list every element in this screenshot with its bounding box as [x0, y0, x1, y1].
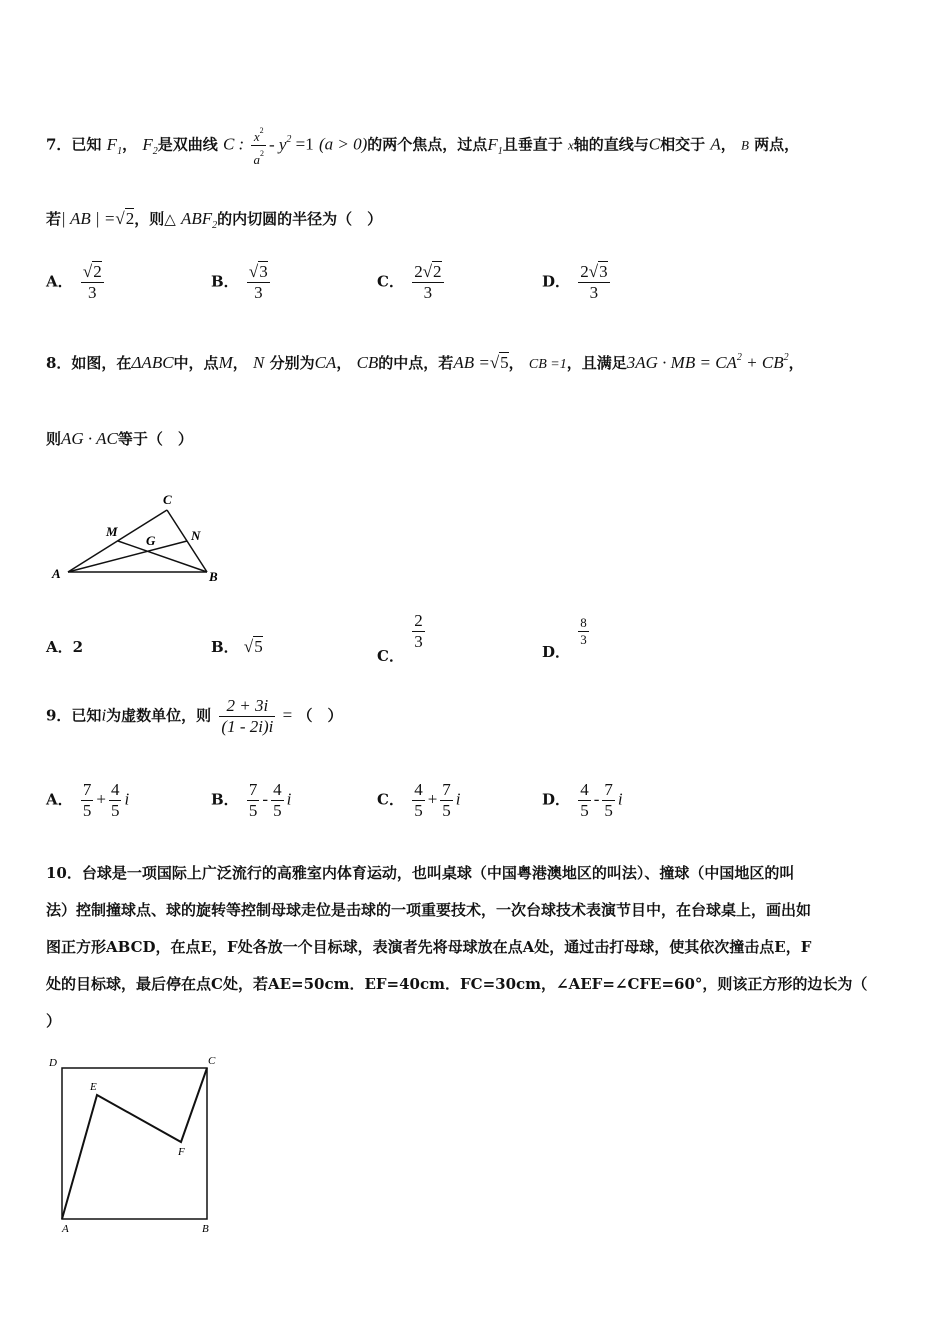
- q7-ABF2: $ABF_2$: [180, 209, 218, 231]
- q7-text: 两点，: [754, 135, 800, 154]
- label-N: N: [191, 528, 201, 543]
- frac1: $\frac{7}{5}$: [248, 780, 258, 820]
- q7-eq: =1: [291, 134, 314, 154]
- q7-C: C: [648, 134, 661, 154]
- q10-paragraph: [46, 855, 906, 1040]
- q7-option-c: [377, 262, 447, 303]
- q8-option-c: [377, 611, 428, 665]
- q8-sep: ，: [336, 354, 352, 372]
- option-label: A．: [46, 272, 73, 291]
- q7-x2-a2-fraction: $\frac{x^2}{a^2}$: [251, 123, 266, 168]
- q8-text: 中，点: [173, 354, 219, 372]
- q7-condition: (a > 0): [319, 134, 368, 154]
- frac2: $\frac{7}{5}$: [442, 780, 451, 820]
- label-A: A: [62, 1223, 69, 1235]
- median-BM: [118, 541, 207, 572]
- op: +: [96, 789, 106, 809]
- q9-option-c: [377, 780, 461, 821]
- q7-C-colon: C :: [222, 134, 249, 154]
- q9-i: i: [101, 705, 107, 725]
- q7-F1: $F_1$: [106, 134, 123, 157]
- q8-sqrt5: √5: [489, 353, 509, 372]
- q7-F1b: $F_1$: [487, 134, 503, 157]
- imag-unit: i: [124, 789, 130, 809]
- q8-sep: ，: [508, 354, 524, 372]
- imag-unit: i: [617, 789, 623, 809]
- q9-line: [46, 696, 342, 737]
- q9-text: 9．已知: [46, 706, 102, 725]
- q9-option-d: [542, 780, 623, 821]
- imag-unit: i: [286, 789, 292, 809]
- q7-text: ，则△: [134, 210, 176, 228]
- q10-line3: 图正方形ABCD，在点E，F处各放一个目标球，表演者先将母球放在点A处，通过击打母球，使其依次撞击点E，F: [46, 938, 812, 956]
- op: -: [593, 789, 600, 809]
- label-E: E: [90, 1081, 97, 1093]
- q7-line2: [46, 208, 382, 231]
- q10-line2: 法）控制撞球点、球的旋转等控制母球走位是击球的一项重要技术，一次台球技术表演节目中，在台球桌上，画出如: [46, 901, 812, 919]
- q7-text: 若: [46, 210, 62, 228]
- q8-triangle-figure: [46, 488, 236, 588]
- q9-expression: $\frac{2 + 3i}{(1 - 2i)i}$: [221, 696, 274, 736]
- q8-triangle-ABC: ΔABC: [131, 353, 174, 372]
- q7-option-c-fraction: $\frac{2√2}{3}$: [414, 262, 442, 302]
- q7-B: B: [740, 137, 749, 153]
- imag-unit: i: [455, 789, 461, 809]
- option-label: B．: [211, 638, 239, 656]
- q7-sqrt2: √2: [115, 209, 135, 228]
- q7-text: 相交于: [660, 135, 706, 154]
- q7-text: 轴的直线与: [573, 135, 649, 154]
- q9-option-a: [46, 780, 129, 821]
- q7-x: x: [567, 137, 574, 153]
- q8-line2: [46, 428, 193, 449]
- label-C: C: [208, 1055, 216, 1067]
- q7-option-b: [211, 262, 273, 303]
- q7-sep: ，: [122, 135, 138, 154]
- q10-square-figure: [44, 1052, 229, 1242]
- q10-line1: 10．台球是一项国际上广泛流行的高雅室内体育运动，也叫桌球（中国粤港澳地区的叫法）、撞球（中国地区的叫: [46, 864, 795, 882]
- q9-option-b: [211, 780, 291, 821]
- q7-option-d: [542, 262, 613, 303]
- option-label: D．: [542, 790, 571, 809]
- q8-text: 等于（ ）: [117, 430, 193, 448]
- op: -: [262, 789, 269, 809]
- q9-text: 为虚数单位，则: [106, 706, 212, 725]
- q7-option-a: [46, 262, 107, 303]
- option-label: A．: [46, 790, 73, 809]
- q8-option-b: [211, 636, 263, 657]
- frac2: $\frac{4}{5}$: [273, 780, 282, 820]
- frac1: $\frac{4}{5}$: [580, 780, 589, 820]
- q7-sep: ，: [720, 135, 736, 154]
- q8-CB-eq: CB =1: [528, 357, 567, 372]
- q7-text: 且垂直于: [502, 135, 563, 154]
- q7-abs-AB: | AB | =: [61, 209, 116, 228]
- q7-F2: $F_2$: [142, 134, 158, 157]
- q9-text: （ ）: [297, 706, 343, 725]
- label-A: A: [52, 566, 61, 581]
- q8-option-d: [542, 615, 592, 661]
- q8-CB: CB: [356, 353, 379, 372]
- label-D: D: [49, 1057, 57, 1069]
- ball-path: [62, 1068, 207, 1219]
- label-B: B: [202, 1223, 209, 1235]
- q8-option-d-fraction: $\frac{8}{3}$: [580, 615, 587, 647]
- q7-text: 的两个焦点，过点: [367, 135, 488, 154]
- q7-A: A: [710, 134, 721, 154]
- option-label: D．: [542, 272, 571, 291]
- frac1: $\frac{4}{5}$: [414, 780, 423, 820]
- label-B: B: [209, 569, 218, 584]
- q7-option-a-fraction: $\frac{√2}{3}$: [82, 262, 102, 302]
- q7-line1: [46, 123, 799, 168]
- q8-text: 分别为: [269, 354, 315, 372]
- q8-option-c-fraction: $\frac{2}{3}$: [414, 611, 423, 651]
- q8-AB-eq: AB =: [453, 353, 490, 372]
- option-label: C．: [377, 272, 404, 291]
- q8-AG-AC: AG · AC: [61, 429, 118, 448]
- frac1: $\frac{7}{5}$: [82, 780, 92, 820]
- option-label: B．: [211, 272, 239, 291]
- option-label: A．: [46, 638, 73, 656]
- q7-option-b-fraction: $\frac{√3}{3}$: [248, 262, 268, 302]
- option-value: √5: [243, 637, 263, 656]
- q8-text: 的中点，若: [378, 354, 454, 372]
- q7-y2: - $y^2$: [268, 133, 292, 154]
- label-M: M: [106, 524, 118, 539]
- q8-CA: CA: [314, 353, 337, 372]
- q7-option-d-fraction: $\frac{2√3}{3}$: [580, 262, 608, 302]
- q8-text: 则: [46, 430, 62, 448]
- q8-M: M: [218, 353, 233, 372]
- frac2: $\frac{7}{5}$: [604, 780, 613, 820]
- option-label: C．: [377, 790, 404, 809]
- op: +: [427, 789, 438, 809]
- q8-text: 8．如图，在: [46, 354, 132, 372]
- q8-sep: ，: [232, 354, 248, 372]
- q9-eq: =: [278, 705, 293, 725]
- label-F: F: [178, 1146, 185, 1158]
- option-label: C．: [377, 646, 404, 665]
- q7-text: 是双曲线: [157, 135, 218, 154]
- q8-line1: [46, 352, 804, 373]
- label-G: G: [146, 533, 156, 548]
- q8-sep: ，: [788, 354, 804, 372]
- option-label: D．: [542, 642, 571, 661]
- q8-text: ，且满足: [566, 354, 627, 372]
- option-value: 2: [72, 638, 84, 656]
- q8-option-a: [46, 636, 83, 657]
- q7-text: 的内切圆的半径为（ ）: [217, 210, 383, 228]
- frac2: $\frac{4}{5}$: [110, 780, 120, 820]
- option-label: B．: [211, 790, 239, 809]
- q8-N: N: [252, 353, 265, 372]
- q7-text: 7．已知: [46, 135, 102, 154]
- q10-line4: 处的目标球，最后停在点C处，若AE=50cm．EF=40cm．FC=30cm，∠AEF=∠CFE=60°，则该正方形的边长为（: [46, 975, 868, 993]
- q8-condition: 3AG · MB = $CA^2 + CB^2$: [626, 352, 789, 372]
- median-AN: [68, 541, 187, 572]
- label-C: C: [163, 492, 172, 507]
- q10-line5: ）: [46, 1012, 62, 1030]
